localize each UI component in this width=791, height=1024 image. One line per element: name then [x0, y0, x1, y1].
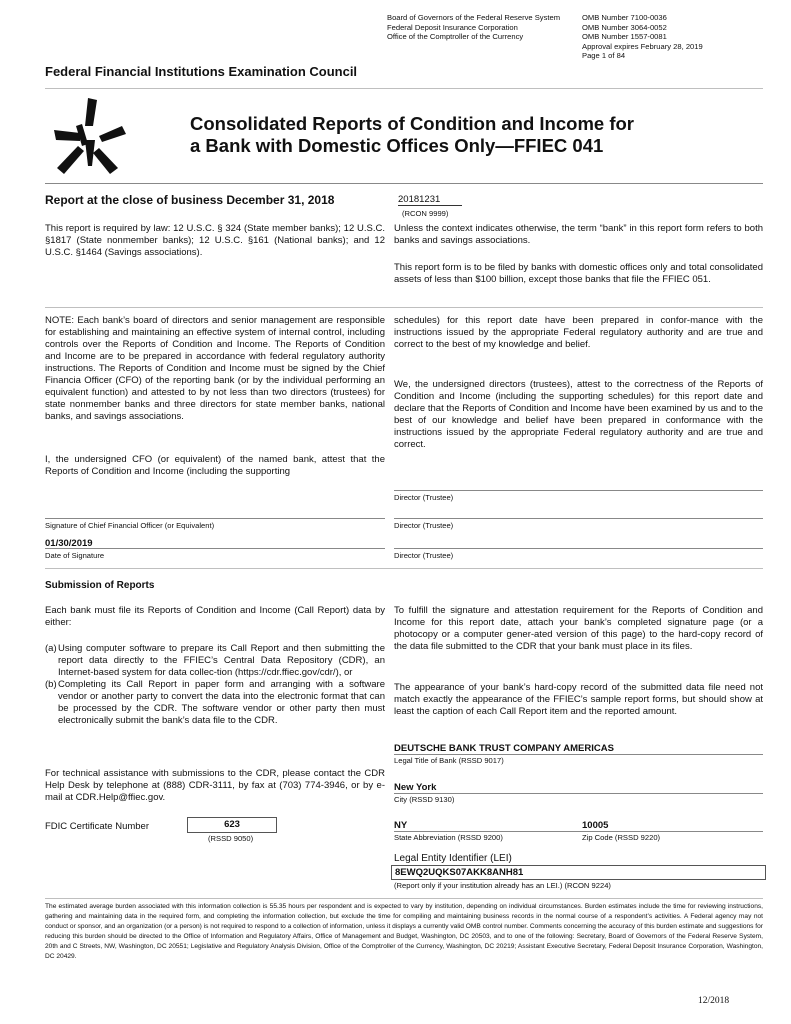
director-label-2: Director (Trustee)	[394, 521, 454, 530]
burden-statement: The estimated average burden associated with this information collection is 55.35 hours per respondent and is expected to vary by institution, depending on individual circumstances. Burden estimates include the time for reviewing instructions, gathering and maintaining data in the required form, and completing the information collection, but exclude the time for compiling and maintaining business records in the normal course of a respondent’s activities. A Federal agency may not conduct or sponsor, and an organization (or a person) is not required to respond to a collection of information, unless it displays a currently valid OMB control number. Comments concerning the accuracy of this burden estimate and suggestions for reducing this burden should be directed to the Office of Information and Regulatory Affairs, Office of Management and Budget, Washington, DC 20503, and to one of the following: Secretary, Board of Governors of the Federal Reserve System, 20th and C Streets, NW, Washington, DC 20551; Legislative and Regulatory Analysis Division, Office of the Comptroller of the Currency, Washington, DC 20219; Assistant Executive Secretary, Federal Deposit Insurance Corporation, Washington, DC 20429.	[45, 903, 764, 960]
attest-requirement-text: To fulfill the signature and attestation requirement for the Reports of Condition and Income for this report date, attach your bank’s completed signature page (or a photocopy or a computer gener-ated version of this page) to the hard-copy record of the data file submitted to the CDR that your bank must place in its files.	[394, 605, 763, 652]
filed-text: This report form is to be filed by banks with domestic offices only and total consolidated assets of less than $100 billion, except those banks that file the FFIEC 051.	[394, 262, 763, 285]
directors-attestation-text: We, the undersigned directors (trustees), attest to the correctness of the Reports of Condition and Income (including the supporting schedules) for this report date and declare that the Reports of Condition and Income have been examined by us and to the best of our knowledge and belief have been prepared in conformance with the instructions issued by the appropriate Federal regulatory authority and are true and correct.	[394, 379, 763, 450]
title-line-1: Consolidated Reports of Condition and Income for	[190, 113, 634, 134]
state-value[interactable]: NY	[394, 820, 408, 831]
state-label: State Abbreviation (RSSD 9200)	[394, 833, 503, 842]
state-zip-line	[394, 831, 763, 832]
director-label-3: Director (Trustee)	[394, 551, 454, 560]
fdic-cert-code: (RSSD 9050)	[208, 834, 254, 843]
lei-heading: Legal Entity Identifier (LEI)	[394, 853, 512, 864]
director-label-1: Director (Trustee)	[394, 493, 454, 502]
agency-occ: Office of the Comptroller of the Currency	[387, 32, 524, 41]
option-b-marker: (b)	[45, 679, 57, 690]
date-line	[45, 548, 385, 549]
option-b-text: Completing its Call Report in paper form and arranging with a software vendor or another party to convert the data into the electronic format that can be processed by the CDR. The software vendor or other party then must electronically submit the bank’s data file to the CDR.	[58, 679, 385, 726]
city-line	[394, 793, 763, 794]
zip-value[interactable]: 10005	[582, 820, 609, 831]
file-intro-text: Each bank must file its Reports of Condition and Income (Call Report) data by either:	[45, 605, 385, 628]
city-label: City (RSSD 9130)	[394, 795, 455, 804]
option-a-marker: (a)	[45, 643, 57, 654]
cfo-attestation-text: I, the undersigned CFO (or equivalent) of the named bank, attest that the Reports of Condition and Income (including the supporting	[45, 454, 385, 477]
bank-term-text: Unless the context indicates otherwise, the term “bank” in this report form refers to both banks and savings associations.	[394, 223, 763, 246]
page-title	[190, 113, 634, 157]
fdic-cert-label: FDIC Certificate Number	[45, 821, 149, 832]
title-line-2: a Bank with Domestic Offices Only—FFIEC 041	[190, 135, 604, 156]
lei-input[interactable]: 8EWQ2UQKS07AKK8ANH81	[391, 865, 766, 880]
director-signature-line[interactable]	[394, 518, 763, 519]
fdic-cert-input[interactable]: 623	[187, 817, 277, 833]
director-signature-line[interactable]	[394, 490, 763, 491]
bank-name-line	[394, 754, 763, 755]
lei-note: (Report only if your institution already has an LEI.) (RCON 9224)	[394, 881, 611, 890]
help-desk-text: For technical assistance with submissions to the CDR, please contact the CDR Help Desk by telephone at (888) CDR-3111, by fax at (703) 774-3946, or by e-mail at CDR.Help@ffiec.gov.	[45, 768, 385, 803]
agency-fdic: Federal Deposit Insurance Corporation	[387, 22, 518, 32]
schedules-text: schedules) for this report date have been prepared in confor-mance with the instructions issued by the appropriate Federal regulatory authority and are true and correct to the best of my knowledge and belief.	[394, 315, 763, 350]
city-value[interactable]: New York	[394, 782, 437, 793]
cfo-signature-line[interactable]	[45, 518, 385, 519]
approval-expiry: Approval expires February 28, 2019	[582, 41, 703, 51]
signature-date-value[interactable]: 01/30/2019	[45, 538, 93, 549]
option-b	[45, 679, 385, 727]
omb-number-frb: OMB Number 7100-0036	[582, 13, 667, 22]
bank-name-label: Legal Title of Bank (RSSD 9017)	[394, 756, 504, 765]
divider	[45, 307, 763, 308]
option-a-text: Using computer software to prepare its Call Report and then submitting the report data directly to the FFIEC’s Central Data Repository (CDR), an Internet-based system for data collec-tion (https://cdr.ffiec.gov/cdr/), or	[58, 643, 385, 678]
footer-date: 12/2018	[698, 996, 730, 1006]
agency-frb: Board of Governors of the Federal Reserve System	[387, 13, 561, 22]
submission-options	[45, 643, 385, 727]
divider	[45, 898, 763, 899]
director-signature-line[interactable]	[394, 548, 763, 549]
divider	[45, 88, 763, 89]
report-date-code: (RCON 9999)	[402, 209, 449, 218]
appearance-text: The appearance of your bank’s hard-copy record of the submitted data file need not match exactly the appearance of the FFIEC’s sample report forms, but should show at least the caption of each Call Report item and the reported amount.	[394, 682, 763, 717]
divider	[45, 568, 763, 569]
divider	[45, 183, 763, 184]
council-name: Federal Financial Institutions Examination Council	[45, 64, 358, 79]
option-a	[45, 643, 385, 679]
omb-info	[582, 13, 762, 61]
omb-number-fdic: OMB Number 3064-0052	[582, 22, 667, 32]
signature-label: Signature of Chief Financial Officer (or Equivalent)	[45, 521, 215, 530]
report-date-field: 20181231	[398, 194, 462, 206]
date-label: Date of Signature	[45, 551, 105, 560]
omb-number-occ: OMB Number 1557-0081	[582, 32, 667, 41]
agency-list	[387, 13, 577, 42]
ffiec-logo-icon	[52, 96, 128, 178]
note-text: NOTE: Each bank’s board of directors and senior management are responsible for establishing and maintaining an effective system of internal control, including controls over the Reports of Condition and Income. The Reports of Condition and Income are to be prepared in accordance with federal regulatory authority instructions. The Reports of Condition and Income must be signed by the Chief Financia Officer (CFO) of the reporting bank (or by the individual performing an equivalent function) and attested to by not less than two directors (trustees) for state nonmember banks and three directors for state member banks, national banks, and savings associations.	[45, 315, 385, 422]
report-close-heading: Report at the close of business December 31, 2018	[45, 193, 335, 207]
page-number: Page 1 of 84	[582, 51, 626, 60]
law-text: This report is required by law: 12 U.S.C. § 324 (State member banks); 12 U.S.C. §1817 (State nonmember banks); 12 U.S.C. §161 (National banks); and 12 U.S.C. §1464 (Savings associations).	[45, 223, 385, 258]
submission-heading: Submission of Reports	[45, 580, 155, 591]
zip-label: Zip Code (RSSD 9220)	[582, 833, 661, 842]
bank-name-value[interactable]: DEUTSCHE BANK TRUST COMPANY AMERICAS	[394, 743, 614, 754]
